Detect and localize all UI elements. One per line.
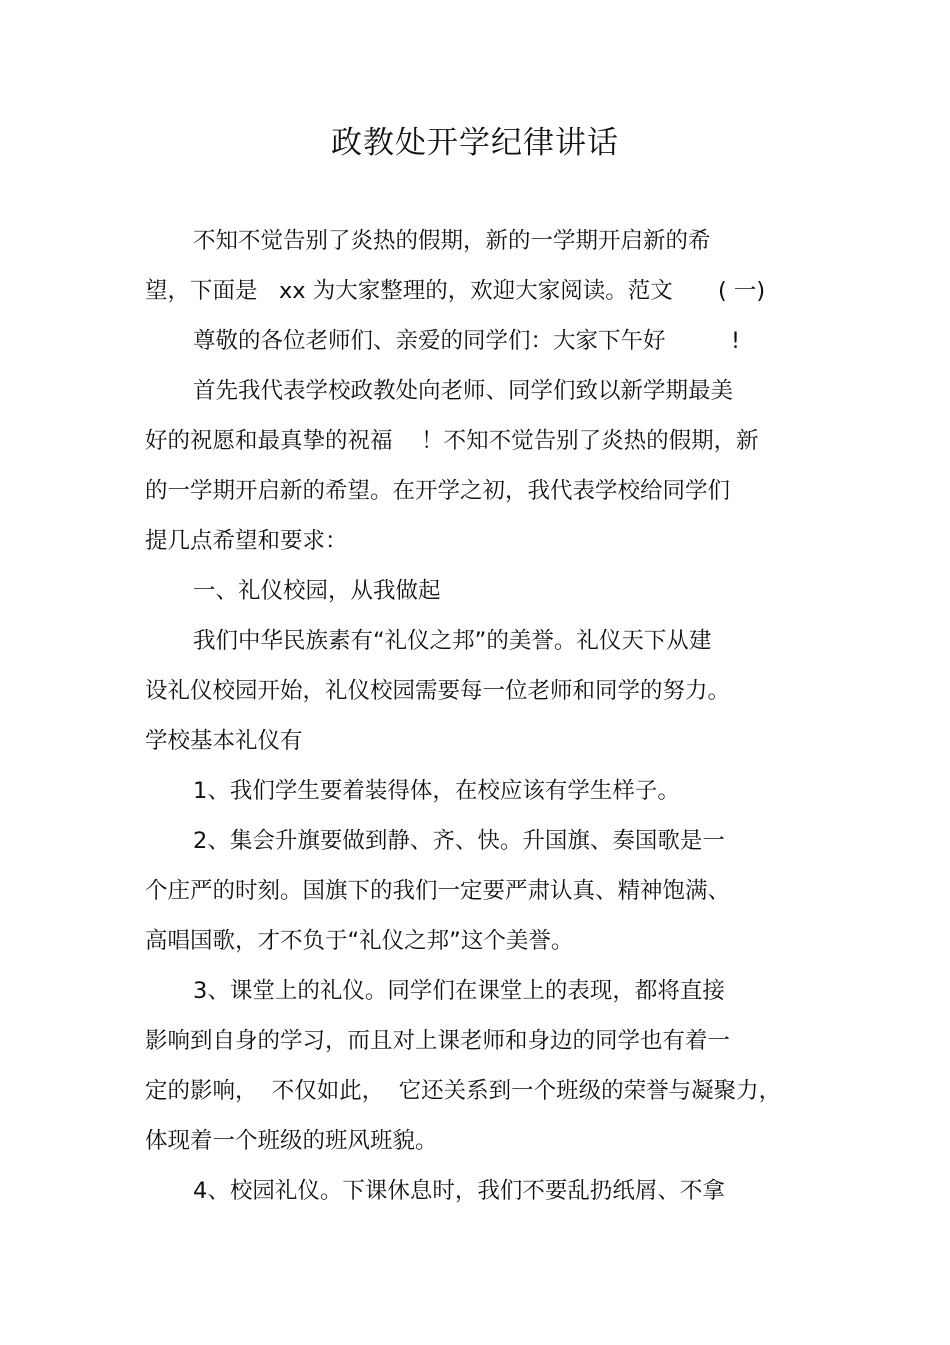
paragraph-line: ! [731,328,741,354]
section-heading: 一、礼仪校园，从我做起 [193,578,441,604]
paragraph-line: 影响到自身的学习，而且对上课老师和身边的同学也有着一 [145,1028,731,1054]
paragraph-line: 学校基本礼仪有 [145,728,303,754]
paragraph-line: 望，下面是 xx 为大家整理的，欢迎大家阅读。范文 [145,278,673,304]
paragraph-line: 的一学期开启新的希望。在开学之初，我代表学校给同学们 [145,478,731,504]
paragraph-line: 我们中华民族素有“礼仪之邦”的美誉。礼仪天下从建 [193,628,712,654]
paragraph-line: 设礼仪校园开始，礼仪校园需要每一位老师和同学的努力。 [145,678,731,704]
paragraph-line: 高唱国歌，才不负于“礼仪之邦”这个美誉。 [145,928,574,954]
paragraph-line: 尊敬的各位老师们、亲爱的同学们：大家下午好 [193,328,666,354]
paragraph-line: 4、校园礼仪。下课休息时，我们不要乱扔纸屑、不拿 [193,1178,725,1204]
paragraph-line: 2、集会升旗要做到静、齐、快。升国旗、奏国歌是一 [193,828,725,854]
document-title: 政教处开学纪律讲话 [331,125,619,161]
paragraph-line: 好的祝愿和最真挚的祝福 ！不知不觉告别了炎热的假期，新 [145,428,759,454]
paragraph-line: 1、我们学生要着装得体，在校应该有学生样子。 [193,778,680,804]
paragraph-line: 个庄严的时刻。国旗下的我们一定要严肃认真、精神饱满、 [145,878,731,904]
paragraph-line: 首先我代表学校政教处向老师、同学们致以新学期最美 [193,378,734,404]
paragraph-line: 不知不觉告别了炎热的假期，新的一学期开启新的希 [193,228,711,254]
paragraph-line: 体现着一个班级的班风班貌。 [145,1128,438,1154]
paragraph-line: ( 一) [718,278,766,304]
paragraph-line: 提几点希望和要求： [145,528,348,554]
paragraph-line: 定的影响， 不仅如此， 它还关系到一个班级的荣誉与凝聚力， [145,1078,782,1104]
paragraph-line: 3、课堂上的礼仪。同学们在课堂上的表现，都将直接 [193,978,725,1004]
